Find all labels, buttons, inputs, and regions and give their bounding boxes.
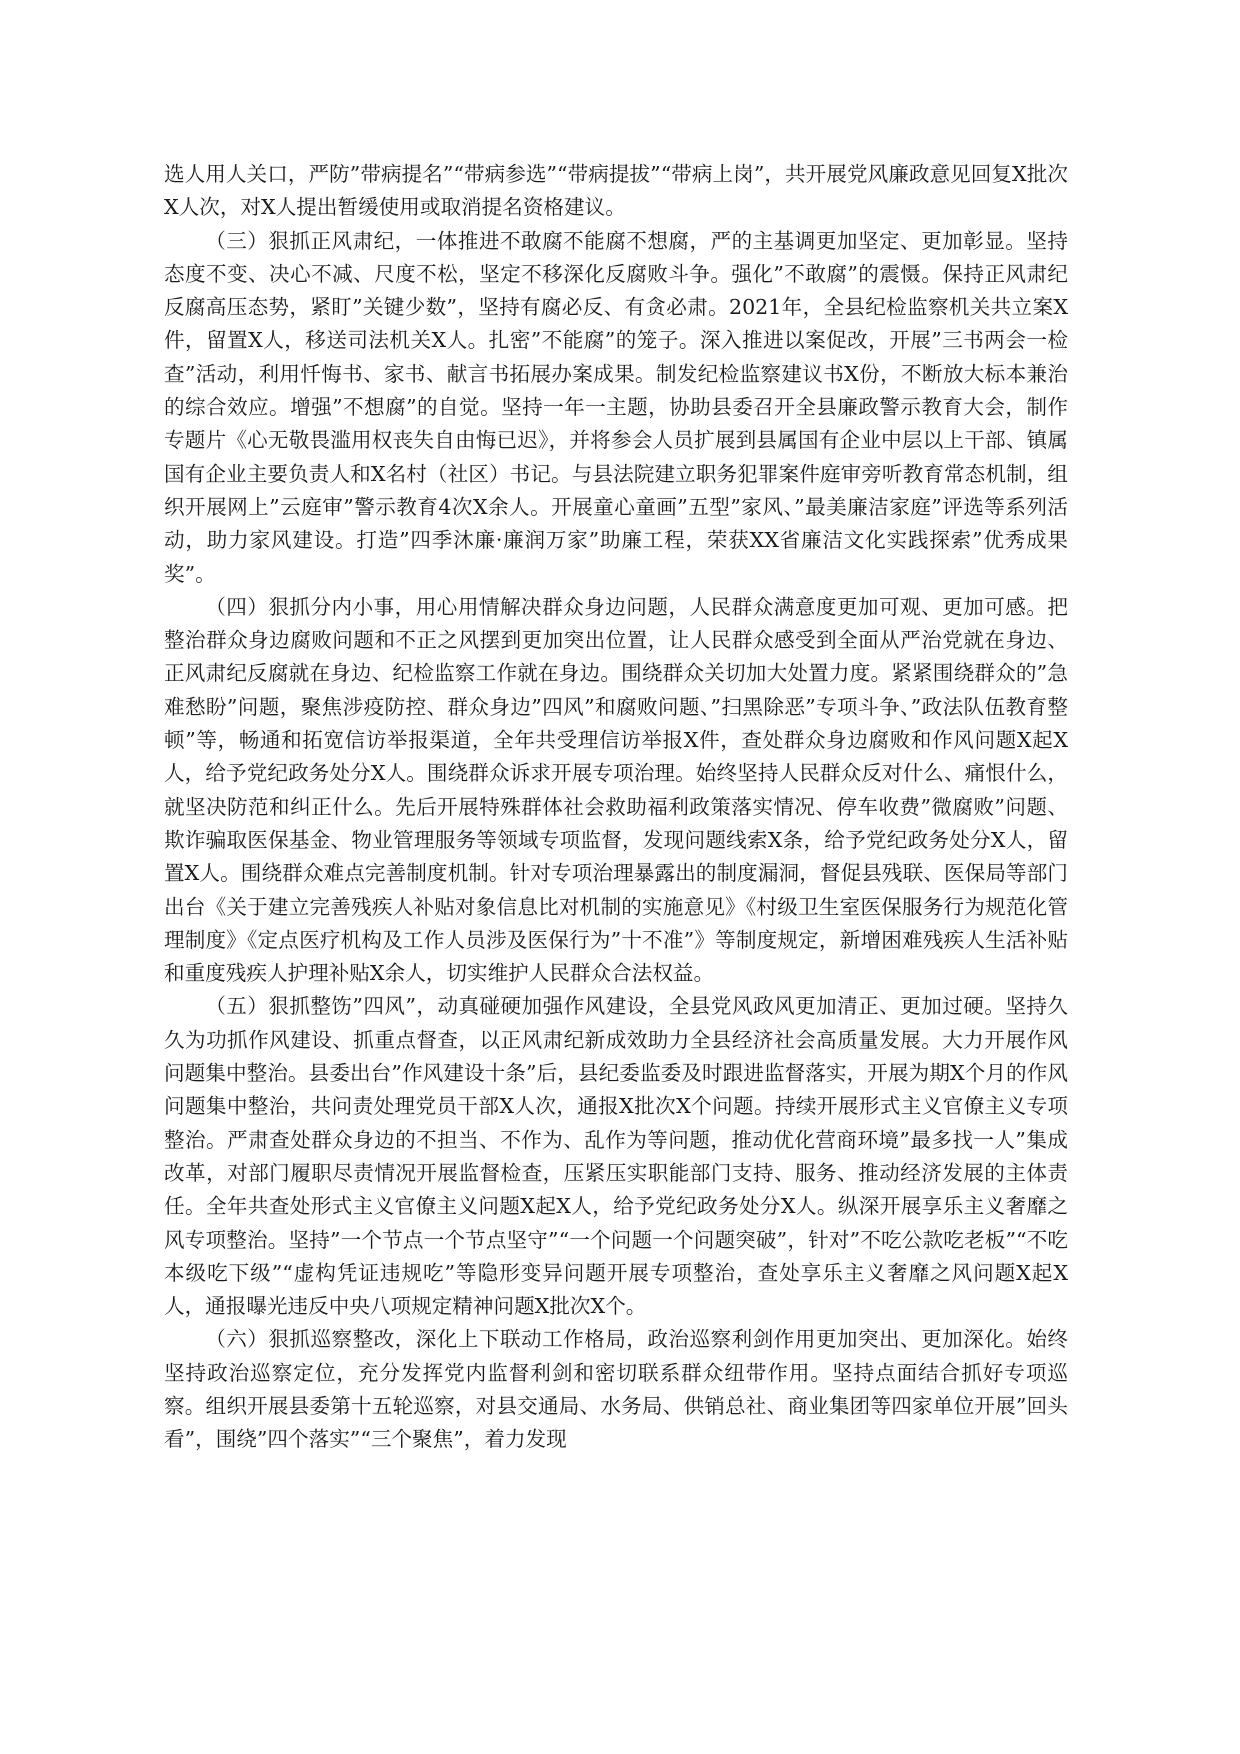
paragraph-section-6: （六）狠抓巡察整改，深化上下联动工作格局，政治巡察利剑作用更加突出、更加深化。始终坚持政治巡察定位，充分发挥党内监督利剑和密切联系群众纽带作用。坚持点面结合抓好专项巡察。组织开展县委第十五轮巡察，对县交通局、水务局、供销总社、商业集团等四家单位开展”回头看”，围绕”四个落实”“三个聚焦”，着力发现	[164, 1327, 1068, 1452]
paragraph-section-3: （三）狠抓正风肃纪，一体推进不敢腐不能腐不想腐，严的主基调更加坚定、更加彰显。坚持态度不变、决心不减、尺度不松，坚定不移深化反腐败斗争。强化”不敢腐”的震慑。保持正风肃纪反腐高压态势，紧盯”关键少数”，坚持有腐必反、有贪必肃。2021年，全县纪检监察机关共立案X件，留置X人，移送司法机关X人。扎密”不能腐”的笼子。深入推进以案促改，开展”三书两会一检查”活动，利用忏悔书、家书、献言书拓展办案成果。制发纪检监察建议书X份，不断放大标本兼治的综合效应。增强”不想腐”的自觉。坚持一年一主题，协助县委召开全县廉政警示教育大会，制作专题片《心无敬畏滥用权丧失自由悔已迟》，并将参会人员扩展到县属国有企业中层以上干部、镇属国有企业主要负责人和X名村（社区）书记。与县法院建立职务犯罪案件庭审旁听教育常态机制，组织开展网上”云庭审”警示教育4次X余人。开展童心童画”五型”家风、”最美廉洁家庭”评选等系列活动，助力家风建设。打造”四季沐廉·廉润万家”助廉工程，荣获XX省廉洁文化实践探索”优秀成果奖”。	[164, 228, 1068, 586]
paragraph-continuation: 选人用人关口，严防”带病提名”“带病参选”“带病提拔”“带病上岗”，共开展党风廉政意见回复X批次X人次，对X人提出暂缓使用或取消提名资格建议。	[164, 162, 1068, 220]
paragraph-section-4: （四）狠抓分内小事，用心用情解决群众身边问题，人民群众满意度更加可观、更加可感。把整治群众身边腐败问题和不正之风摆到更加突出位置，让人民群众感受到全面从严治党就在身边、正风肃纪反腐就在身边、纪检监察工作就在身边。围绕群众关切加大处置力度。紧紧围绕群众的”急难愁盼”问题，聚焦涉疫防控、群众身边”四风”和腐败问题、”扫黑除恶”专项斗争、”政法队伍教育整顿”等，畅通和拓宽信访举报渠道，全年共受理信访举报X件，查处群众身边腐败和作风问题X起X人，给予党纪政务处分X人。围绕群众诉求开展专项治理。始终坚持人民群众反对什么、痛恨什么，就坚决防范和纠正什么。先后开展特殊群体社会救助福利政策落实情况、停车收费”微腐败”问题、欺诈骗取医保基金、物业管理服务等领域专项监督，发现问题线索X条，给予党纪政务处分X人，留置X人。围绕群众难点完善制度机制。针对专项治理暴露出的制度漏洞，督促县残联、医保局等部门出台《关于建立完善残疾人补贴对象信息比对机制的实施意见》《村级卫生室医保服务行为规范化管理制度》《定点医疗机构及工作人员涉及医保行为”十不准”》等制度规定，新增困难残疾人生活补贴和重度残疾人护理补贴X余人，切实维护人民群众合法权益。	[164, 594, 1068, 986]
document-page	[164, 158, 1068, 1457]
paragraph-section-5: （五）狠抓整饬”四风”，动真碰硬加强作风建设，全县党风政风更加清正、更加过硬。坚持久久为功抓作风建设、抓重点督查，以正风肃纪新成效助力全县经济社会高质量发展。大力开展作风问题集中整治。县委出台”作风建设十条”后，县纪委监委及时跟进监督落实，开展为期X个月的作风问题集中整治，共问责处理党员干部X人次，通报X批次X个问题。持续开展形式主义官僚主义专项整治。严肃查处群众身边的不担当、不作为、乱作为等问题，推动优化营商环境”最多找一人”集成改革，对部门履职尽责情况开展监督检查，压紧压实职能部门支持、服务、推动经济发展的主体责任。全年共查处形式主义官僚主义问题X起X人，给予党纪政务处分X人。纵深开展享乐主义奢靡之风专项整治。坚持”一个节点一个节点坚守”“一个问题一个问题突破”，针对”不吃公款吃老板”“不吃本级吃下级”“虚构凭证违规吃”等隐形变异问题开展专项整治，查处享乐主义奢靡之风问题X起X人，通报曝光违反中央八项规定精神问题X批次X个。	[164, 994, 1068, 1319]
